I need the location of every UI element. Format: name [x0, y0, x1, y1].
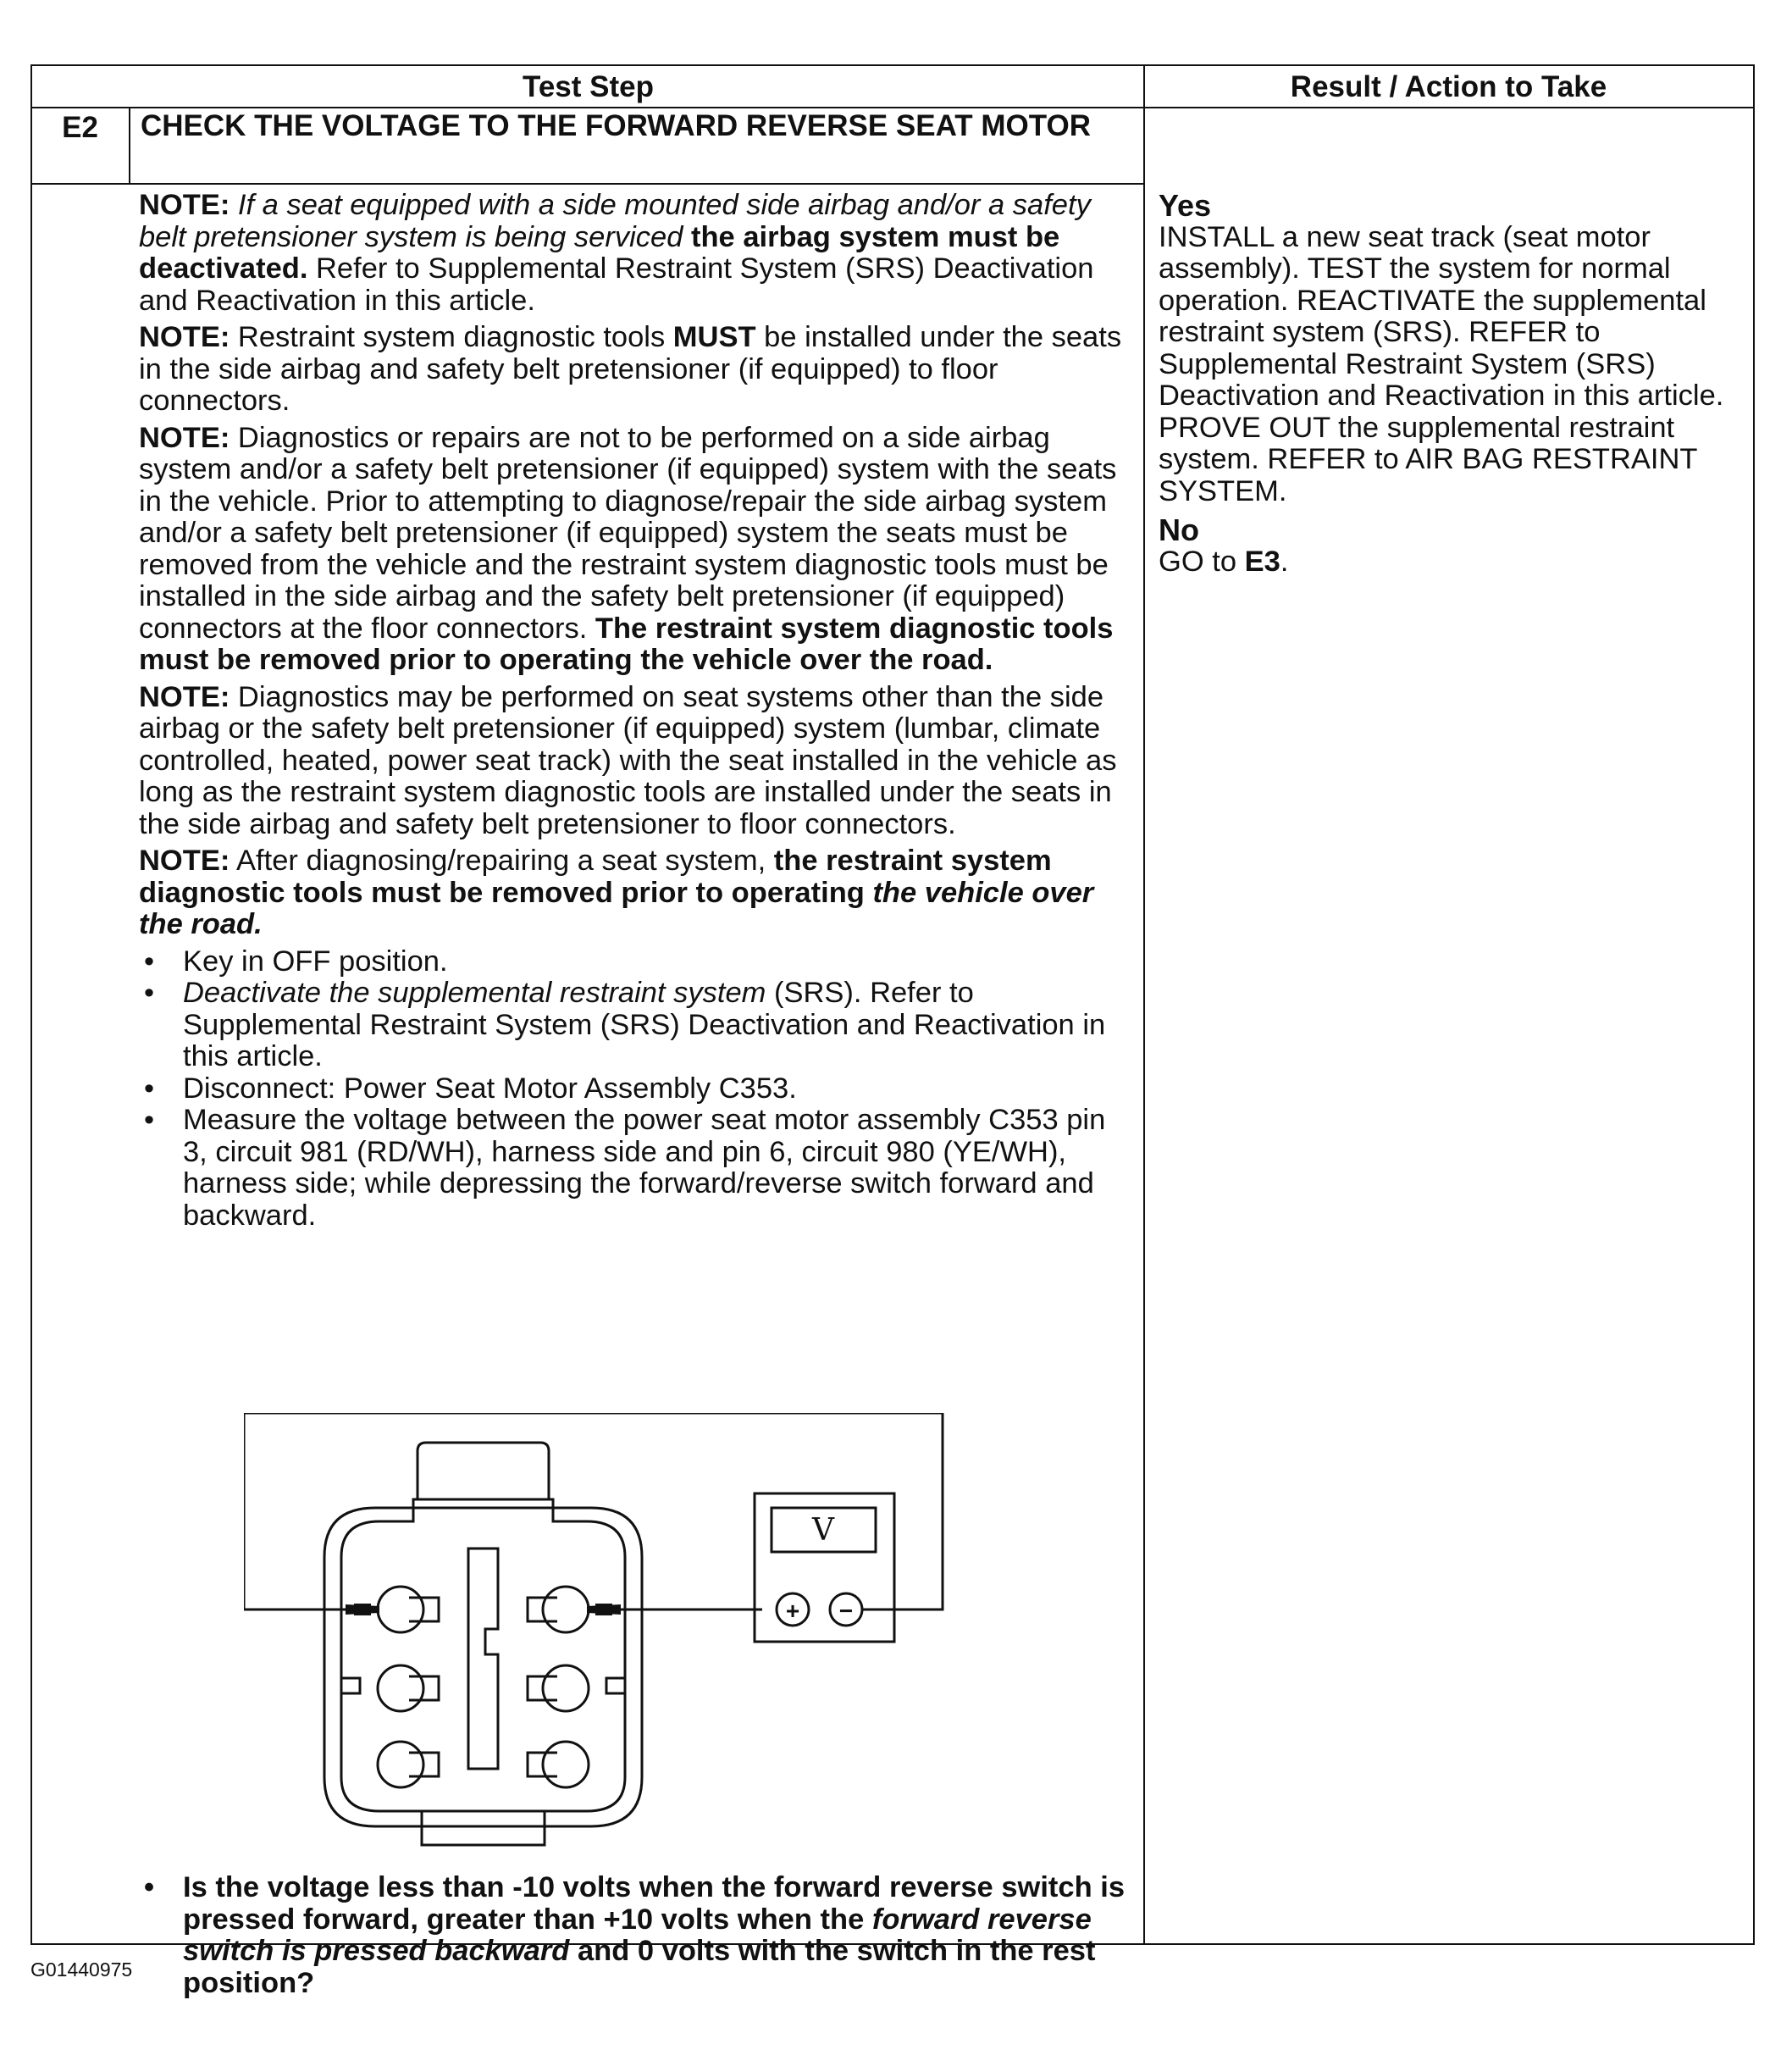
- step-title: CHECK THE VOLTAGE TO THE FORWARD REVERSE SEAT MOTOR: [141, 109, 1092, 142]
- connector-center-rib: [468, 1549, 498, 1769]
- voltmeter-symbol: V: [812, 1513, 834, 1548]
- test-question: [139, 1872, 1130, 1999]
- yes-action: INSTALL a new seat track (seat motor assembly). TEST the system for normal operation. REACTIVATE the supplemental restraint system (SRS). REFER to Supplemental Restraint System (SRS) Deactivation and Reactivation in this article. PROVE OUT the supplemental restraint system. REFER to AIR BAG RESTRAINT SYSTEM.: [1159, 220, 1724, 507]
- connector-latch: [418, 1443, 549, 1499]
- connector-key-left: [341, 1678, 360, 1693]
- procedure-list: [139, 946, 1130, 1233]
- list-item: • Disconnect: Power Seat Motor Assembly C353.: [139, 1073, 1130, 1105]
- no-action: GO to E3.: [1159, 545, 1289, 578]
- step-id-divider: [129, 108, 130, 183]
- plus-sign: +: [785, 1598, 800, 1624]
- step-title-divider: [32, 183, 1144, 185]
- note-1: NOTE: If a seat equipped with a side mounted side airbag and/or a safety belt pretensioner system is being serviced the airbag system must be deactivated. Refer to Supplemental Restraint System (SRS) Deactivation and Reactivation in this article.: [139, 189, 1094, 317]
- goto-step-link[interactable]: E3: [1244, 545, 1280, 578]
- no-label: No: [1159, 512, 1199, 547]
- probe-handle-left: [354, 1604, 371, 1615]
- pin-6-cavity: [543, 1587, 589, 1632]
- note-5: NOTE: After diagnosing/repairing a seat system, the restraint system diagnostic tools must be removed prior to operating the vehicle over the road.: [139, 845, 1094, 940]
- probe-handle-right: [595, 1604, 612, 1615]
- question-item: • Is the voltage less than -10 volts when the forward reverse switch is pressed forward, greater than +10 volts when the forward reverse switch is pressed backward and 0 volts with the switch in the rest position?: [139, 1872, 1130, 1999]
- connector-shell: [324, 1508, 642, 1826]
- connector-voltmeter-diagram: [244, 1413, 964, 1853]
- connector-key-right: [606, 1678, 625, 1693]
- pin-cavity: [543, 1665, 589, 1711]
- column-divider: [1143, 66, 1145, 1943]
- yes-label: Yes: [1159, 188, 1212, 223]
- list-item: • Measure the voltage between the power seat motor assembly C353 pin 3, circuit 981 (RD/WH), harness side and pin 6, circuit 980 (YE/WH), harness side; while depressing the forward/reverse switch forward and backward.: [139, 1105, 1130, 1232]
- minus-sign: −: [838, 1598, 854, 1624]
- pin-cavity: [543, 1742, 589, 1787]
- result-column: [1159, 190, 1751, 578]
- connector-inner-shell: [341, 1499, 625, 1811]
- list-item: • Deactivate the supplemental restraint system (SRS). Refer to Supplemental Restraint System (SRS) Deactivation and Reactivation in this article.: [139, 978, 1130, 1073]
- pin-cavity: [378, 1665, 423, 1711]
- connector-bottom-tab: [422, 1811, 545, 1845]
- note-2: NOTE: Restraint system diagnostic tools MUST be installed under the seats in the side airbag and safety belt pretensioner (if equipped) to floor connectors.: [139, 321, 1122, 417]
- pin-cavity: [378, 1742, 423, 1787]
- pin-3-cavity: [378, 1587, 423, 1632]
- list-item: • Key in OFF position.: [139, 946, 1130, 978]
- note-4: NOTE: Diagnostics may be performed on seat systems other than the side airbag or the safety belt pretensioner (if equipped) system (lumbar, climate controlled, heated, power seat track) with the seat installed in the vehicle as long as the restraint system diagnostic tools are installed under the seats in the side airbag and safety belt pretensioner to floor connectors.: [139, 680, 1117, 840]
- column-header-result: Result / Action to Take: [1144, 66, 1753, 108]
- note-3: NOTE: Diagnostics or repairs are not to be performed on a side airbag system and/or a safety belt pretensioner (if equipped) system with the seats in the vehicle. Prior to attempting to diagnose/repair the side airbag system and/or a safety belt pretensioner (if equipped) system the seats must be removed from the vehicle and the restraint system diagnostic tools must be installed in the side airbag and the safety belt pretensioner (if equipped) connectors at the floor connectors. The restraint system diagnostic tools must be removed prior to operating the vehicle over the road.: [139, 421, 1117, 676]
- figure-code: G01440975: [30, 1959, 133, 1981]
- test-step-content: [139, 190, 1130, 1232]
- column-header-test-step: Test Step: [32, 66, 1144, 108]
- step-id: E2: [62, 111, 98, 144]
